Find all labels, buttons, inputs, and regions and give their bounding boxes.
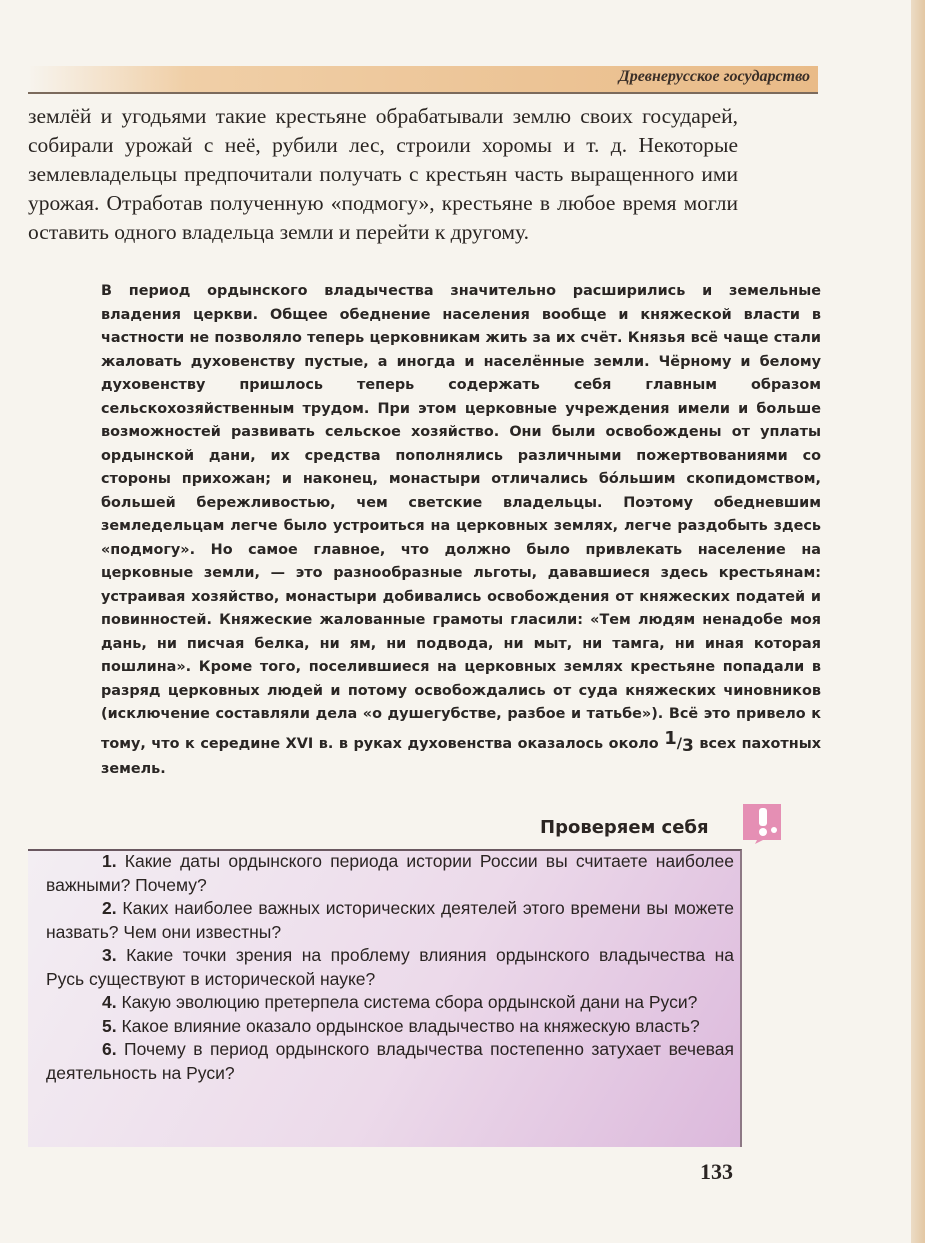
question-number: 2.	[102, 898, 117, 918]
main-paragraph-text: землёй и угодьями такие крестьяне обрабатывали землю своих государей, собирали урожай с неё, рубили лес, строили хоромы и т. д. Некоторые землевладельцы предпочитали получать с крестьян часть выращенного ими урожая. Отработав полученную «подмогу», крестьяне в любое время могли оставить одного владельца земли и перейти к другому.	[28, 104, 738, 244]
main-paragraph	[28, 102, 738, 247]
supplementary-tail-text: всех пахотных земель.	[101, 735, 821, 777]
fraction-denominator: 3	[682, 735, 694, 756]
question-text: Какое влияние оказало ордынское владычество на княжескую власть?	[116, 1015, 700, 1036]
fraction-slash: /	[676, 735, 682, 752]
question-number: 6.	[102, 1039, 117, 1059]
question-number: 5.	[102, 1015, 117, 1036]
question-number: 1.	[102, 851, 117, 871]
question-item	[46, 1038, 734, 1085]
page-edge-band	[911, 0, 925, 1243]
question-number: 4.	[102, 992, 117, 1012]
supplementary-main-text: В период ордынского владычества значительно расширились и земельные владения церкви. Общее обеднение населения вообще и княжеской власти в частности не позволяло теперь церковникам жить за их счёт. Князья всё чаще стали жаловать духовенству пустые, а иногда и населённые земли. Чёрному и белому духовенству пришлось теперь содержать себя главным образом сельскохозяйственным трудом. При этом церковные учреждения имели и больше возможностей развивать сельское хозяйство. Они были освобождены от уплаты ордынской дани, их средства пополнялись различными пожертвованиями со стороны прихожан; и наконец, монастыри отличались бо́льшим скопидомством, большей бережливостью, чем светские владельцы. Поэтому обедневшим земледельцам легче было устроиться на церковных землях, легче раздобыть здесь «подмогу». Но самое главное, что должно было привлекать население на церковные земли, — это разнообразные льготы, дававшиеся здесь крестьянам: устраивая хозяйство, монастыри добивались освобождения от княжеских податей и повинностей. Княжеские жалованные грамоты гласили: «Тем людям ненадобе моя дань, ни писчая белка, ни ям, ни подвода, ни мыт, ни тамга, ни иная которая пошлина». Кроме того, поселившиеся на церковных землях крестьяне попадали в разряд церковных людей и потому освобождались от суда княжеских чиновников (исключение составляли дела «о душегубстве, разбое и татьбе»). Всё это привело к тому, что к середине XVI в. в руках духовенства оказалось около	[101, 283, 821, 752]
question-text: Почему в период ордынского владычества постепенно затухает вечевая деятельность на Руси?	[46, 1039, 734, 1083]
supplementary-paragraph-text	[101, 280, 821, 782]
question-item	[46, 850, 734, 897]
question-item	[46, 897, 734, 944]
section-heading: Проверяем себя	[540, 817, 709, 838]
question-text: Какие точки зрения на проблему влияния ордынского владычества на Русь существуют в исторической науке?	[46, 945, 734, 989]
questions-list	[46, 850, 734, 1085]
running-header	[28, 66, 818, 94]
page-number: 133	[700, 1159, 733, 1184]
supplementary-paragraph	[101, 280, 821, 782]
question-text: Какие даты ордынского периода истории России вы считаете наиболее важными? Почему?	[46, 851, 734, 895]
question-text: Какую эволюцию претерпела система сбора ордынской дани на Руси?	[116, 992, 698, 1012]
question-item	[46, 991, 734, 1015]
question-item	[46, 944, 734, 991]
question-text: Каких наиболее важных исторических деятелей этого времени вы можете назвать? Чем они известны?	[46, 898, 734, 942]
running-header-title: Древнерусское государство	[618, 68, 810, 85]
exclamation-icon	[741, 800, 783, 844]
question-item	[46, 1015, 734, 1039]
fraction-numerator: 1	[664, 727, 677, 749]
question-number: 3.	[102, 945, 117, 965]
